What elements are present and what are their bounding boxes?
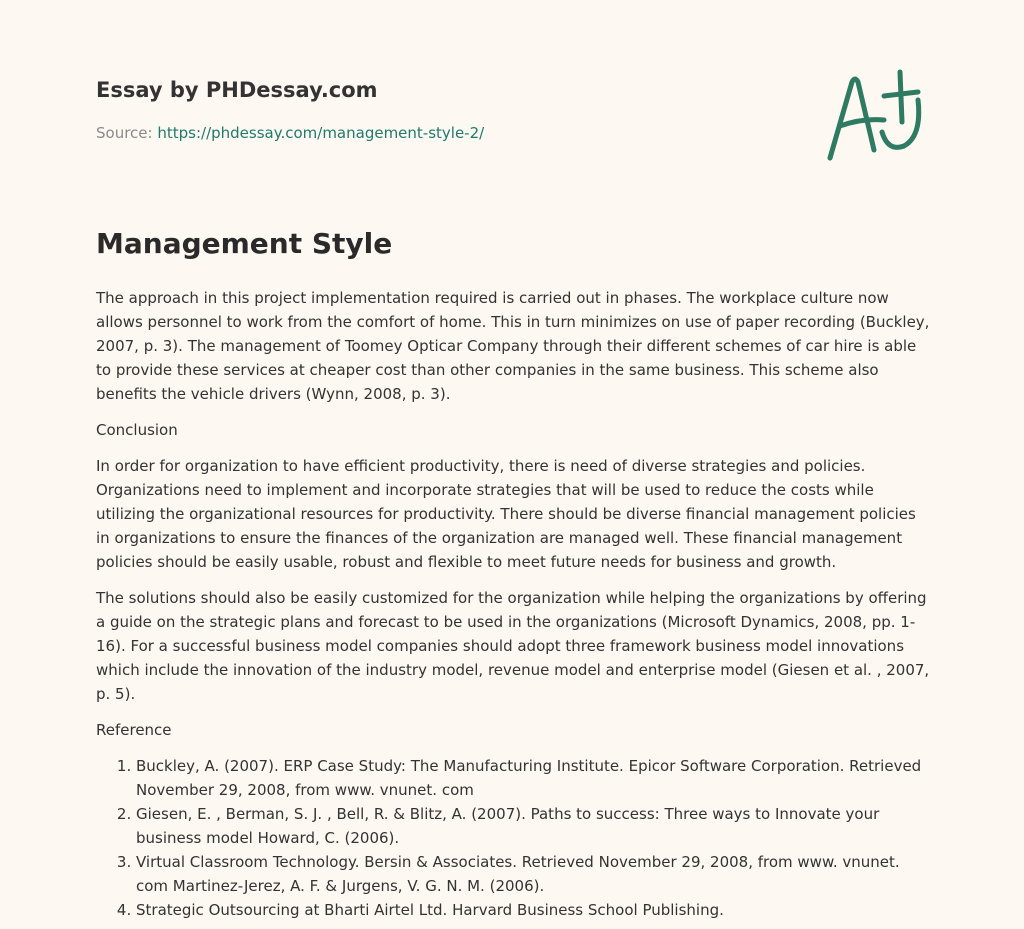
reference-list	[96, 754, 930, 922]
reference-item: 2. Giesen, E. , Berman, S. J. , Bell, R. & Blitz, A. (2007). Paths to success: Three ways to Innovate your business model Howard, C. (2006).	[136, 802, 930, 850]
section-heading-conclusion: Conclusion	[96, 421, 178, 439]
a-plus-logo-icon	[822, 66, 928, 166]
site-title: Essay by PHDessay.com	[96, 78, 378, 102]
reference-item: 1. Buckley, A. (2007). ERP Case Study: The Manufacturing Institute. Epicor Software Corporation. Retrieved November 29, 2008, from www. vnunet. com	[136, 754, 930, 802]
page-header	[96, 76, 796, 143]
paragraph: The solutions should also be easily customized for the organization while helping the organizations by offering a guide on the strategic plans and forecast to be used in the organizations (Microsoft Dynamics, 2008, pp. 1-16). For a successful business model companies should adopt three framework business model innovations which include the innovation of the industry model, revenue model and enterprise model (Giesen et al. , 2007, p. 5).	[96, 589, 930, 703]
paragraph: In order for organization to have efficient productivity, there is need of diverse strategies and policies. Organizations need to implement and incorporate strategies that will be used to reduce the costs while utilizing the organizational resources for productivity. There should be diverse financial management policies in organizations to ensure the finances of the organization are managed well. These financial management policies should be easily usable, robust and flexible to meet future needs for business and growth.	[96, 457, 916, 571]
section-heading-reference: Reference	[96, 721, 172, 739]
source-label: Source:	[96, 124, 153, 142]
reference-item: 3. Virtual Classroom Technology. Bersin & Associates. Retrieved November 29, 2008, from www. vnunet. com Martinez-Jerez, A. F. & Jurgens, V. G. N. M. (2006).	[136, 850, 930, 898]
source-link[interactable]: https://phdessay.com/management-style-2/	[157, 124, 485, 142]
reference-item: 4. Strategic Outsourcing at Bharti Airtel Ltd. Harvard Business School Publishing.	[136, 898, 930, 922]
source-line	[96, 123, 796, 143]
essay-title: Management Style	[96, 227, 393, 260]
essay-content	[96, 226, 930, 922]
paragraph: The approach in this project implementation required is carried out in phases. The workplace culture now allows personnel to work from the comfort of home. This in turn minimizes on use of paper recording (Buckley, 2007, p. 3). The management of Toomey Opticar Company through their different schemes of car hire is able to provide these services at cheaper cost than other companies in the same business. This scheme also benefits the vehicle drivers (Wynn, 2008, p. 3).	[96, 289, 930, 403]
